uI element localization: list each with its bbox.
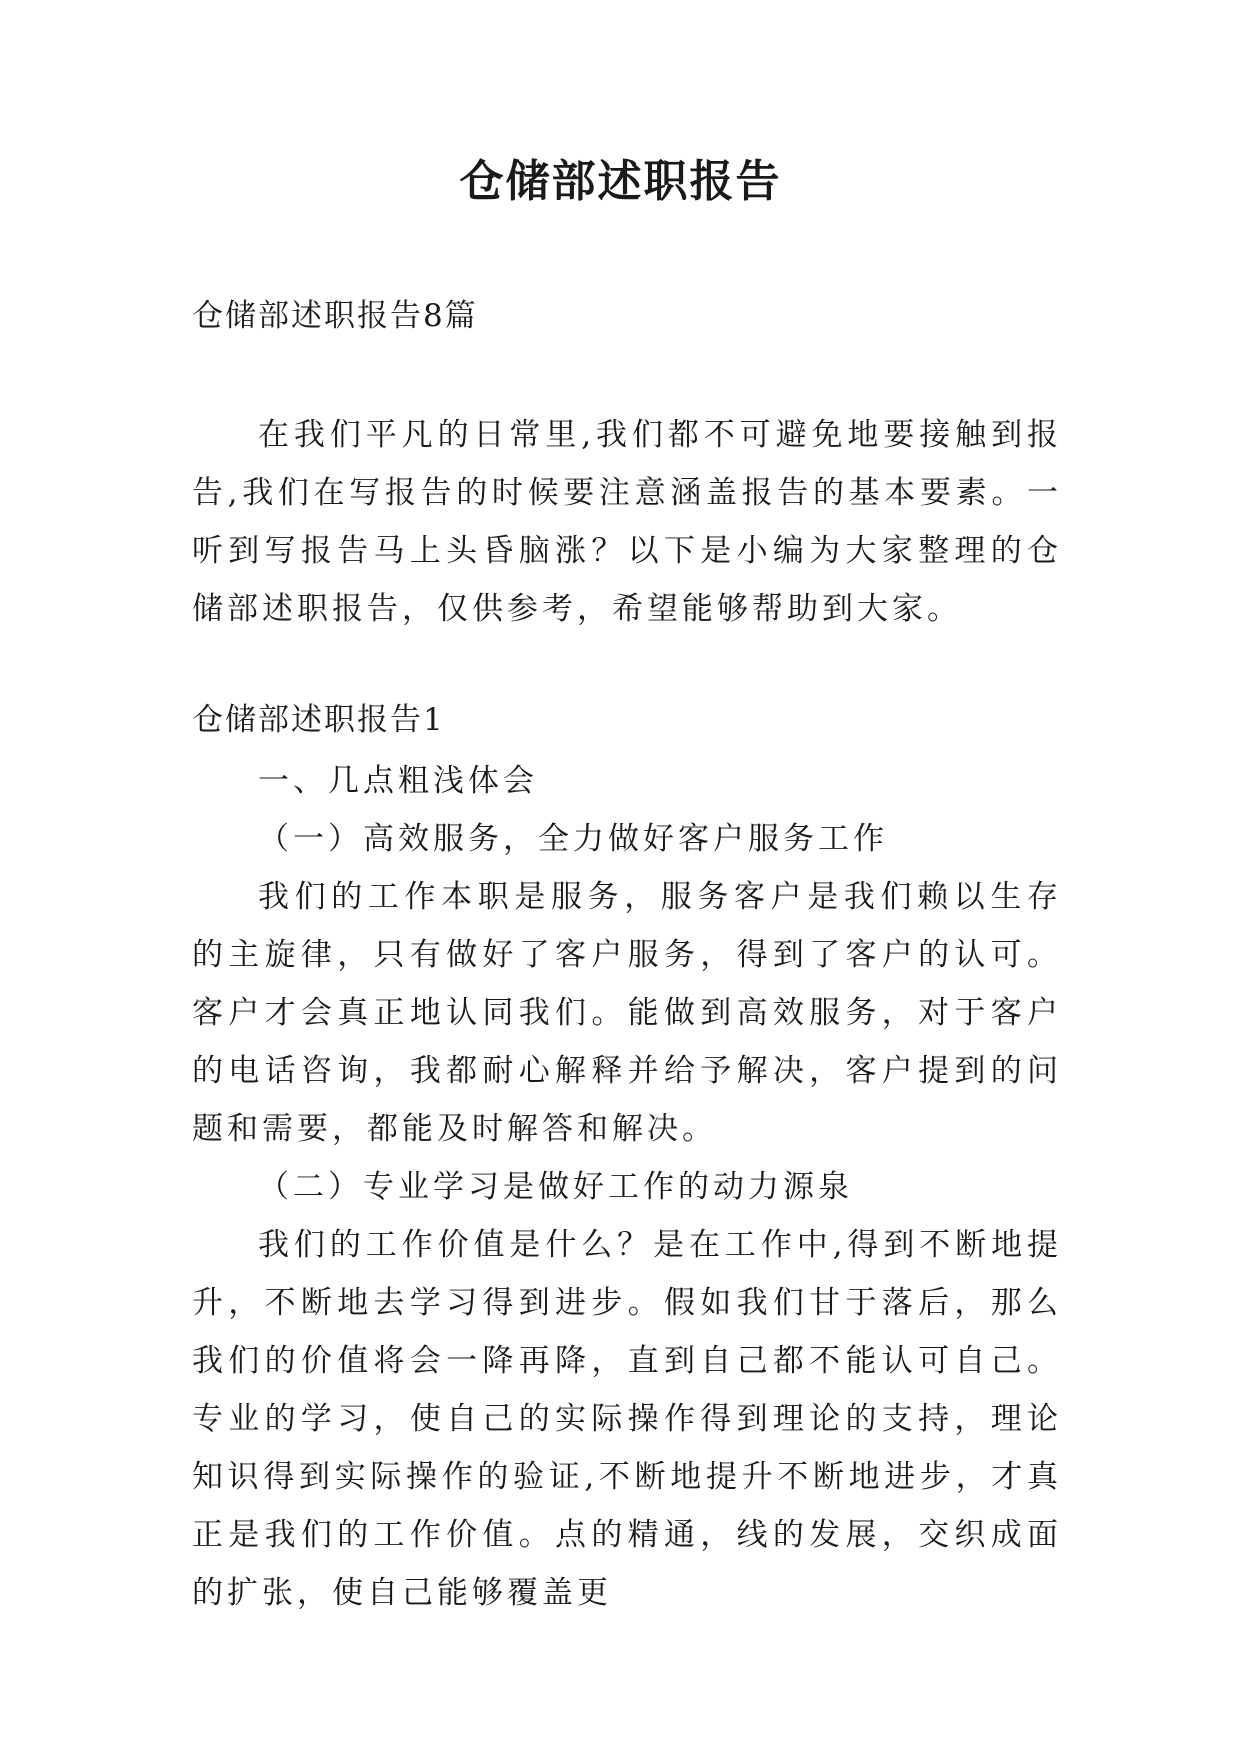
section-title: 仓储部述职报告1 xyxy=(192,702,445,738)
intro-paragraph: 在我们平凡的日常里,我们都不可避免地要接触到报告,我们在写报告的时候要注意涵盖报告的基本要素。一听到写报告马上头昏脑涨？以下是小编为大家整理的仓储部述职报告，仅供参考，希望能够帮助到大家。 xyxy=(192,417,1062,627)
document-subtitle: 仓储部述职报告8篇 xyxy=(192,298,478,334)
document-title: 仓储部述职报告 xyxy=(459,156,782,207)
section-heading-2: （二）专业学习是做好工作的动力源泉 xyxy=(258,1169,853,1205)
section-heading-main: 一、几点粗浅体会 xyxy=(258,763,538,799)
body-paragraph-1: 我们的工作本职是服务，服务客户是我们赖以生存的主旋律，只有做好了客户服务，得到了客户的认可。客户才会真正地认同我们。能做到高效服务，对于客户的电话咨询，我都耐心解释并给予解决，客户提到的问题和需要，都能及时解答和解决。 xyxy=(192,879,1062,1147)
body-paragraph-2: 我们的工作价值是什么？是在工作中,得到不断地提升，不断地去学习得到进步。假如我们甘于落后，那么我们的价值将会一降再降，直到自己都不能认可自己。专业的学习，使自己的实际操作得到理论的支持，理论知识得到实际操作的验证,不断地提升不断地进步，才真正是我们的工作价值。点的精通，线的发展，交织成面的扩张，使自己能够覆盖更 xyxy=(192,1227,1062,1611)
section-heading-1: （一）高效服务，全力做好客户服务工作 xyxy=(258,821,888,857)
section-body xyxy=(192,752,1062,1622)
